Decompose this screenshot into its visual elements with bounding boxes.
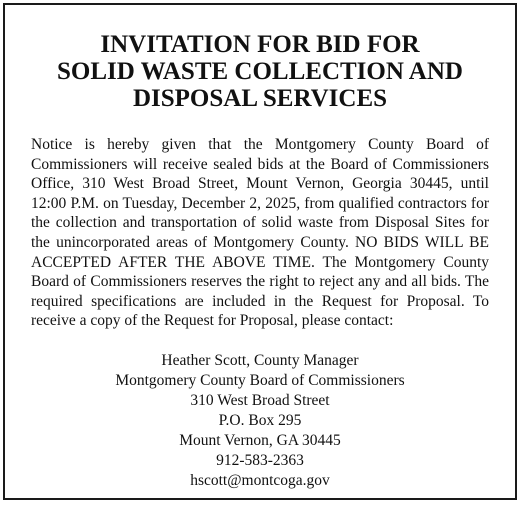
notice-body: Notice is hereby given that the Montgomery County Board of Commissioners will receive sealed bids at the Board of Commissioners Office, 310 West Broad Street, Mount Vernon, Georgia 30445, until 12:00 P.M. on Tuesday, December 2, 2025, from qualified contractors for the collection and transportation of solid waste from Disposal Sites for the unincorporated areas of Montgomery County. NO BIDS WILL BE ACCEPTED AFTER THE ABOVE TIME. The Montgomery County Board of Commissioners reserves the right to reject any and all bids. The required specifications are included in the Request for Proposal. To receive a copy of the Request for Proposal, please contact: [31,136,489,330]
title-line-2: SOLID WASTE COLLECTION AND [57,58,463,85]
contact-street: 310 West Broad Street [190,391,330,409]
bid-notice [3,3,517,500]
contact-city-state-zip: Mount Vernon, GA 30445 [179,431,341,449]
contact-phone: 912-583-2363 [216,451,304,469]
contact-po-box: P.O. Box 295 [218,411,302,429]
contact-name: Heather Scott, County Manager [161,351,359,369]
contact-email: hscott@montcoga.gov [190,471,330,489]
contact-block [31,351,489,491]
notice-title [31,31,489,112]
contact-organization: Montgomery County Board of Commissioners [115,371,405,389]
title-line-1: INVITATION FOR BID FOR [100,31,420,58]
title-line-3: DISPOSAL SERVICES [132,85,388,112]
